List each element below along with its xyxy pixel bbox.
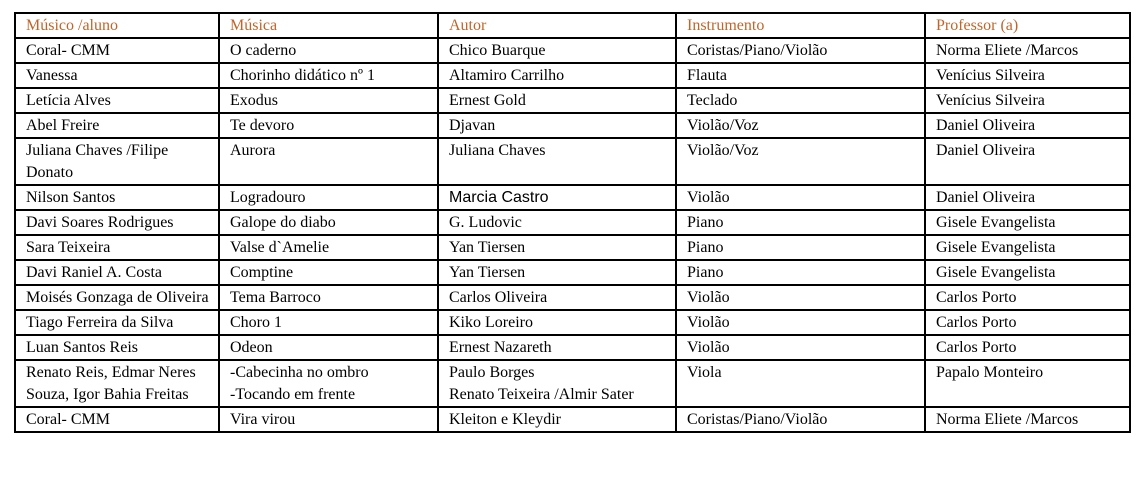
cell-professor: Carlos Porto	[925, 310, 1130, 335]
table-row	[15, 38, 1130, 63]
cell-autor: Altamiro Carrilho	[438, 63, 676, 88]
cell-autor: Kiko Loreiro	[438, 310, 676, 335]
cell-professor: Norma Eliete /Marcos	[925, 407, 1130, 432]
cell-autor: Ernest Gold	[438, 88, 676, 113]
cell-musica: Choro 1	[219, 310, 438, 335]
cell-autor: Yan Tiersen	[438, 260, 676, 285]
cell-musico: Davi Soares Rodrigues	[15, 210, 219, 235]
cell-musica: Tema Barroco	[219, 285, 438, 310]
cell-musico: Juliana Chaves /Filipe Donato	[15, 138, 219, 185]
cell-autor: Chico Buarque	[438, 38, 676, 63]
cell-musico: Coral- CMM	[15, 407, 219, 432]
cell-musico: Davi Raniel A. Costa	[15, 260, 219, 285]
header-musico-aluno: Músico /aluno	[15, 13, 219, 38]
cell-musica: Odeon	[219, 335, 438, 360]
cell-professor: Gisele Evangelista	[925, 260, 1130, 285]
cell-instrumento: Piano	[676, 235, 925, 260]
cell-professor: Daniel Oliveira	[925, 138, 1130, 185]
table-row	[15, 138, 1130, 185]
cell-musica: Valse d`Amelie	[219, 235, 438, 260]
table-row	[15, 310, 1130, 335]
table-row	[15, 235, 1130, 260]
cell-musico: Renato Reis, Edmar Neres Souza, Igor Bahia Freitas	[15, 360, 219, 407]
table-row	[15, 360, 1130, 407]
header-musica: Música	[219, 13, 438, 38]
table-row	[15, 335, 1130, 360]
cell-musica: Exodus	[219, 88, 438, 113]
cell-instrumento: Violão	[676, 335, 925, 360]
cell-musico: Vanessa	[15, 63, 219, 88]
cell-professor: Venícius Silveira	[925, 88, 1130, 113]
cell-instrumento: Violão/Voz	[676, 138, 925, 185]
cell-professor: Papalo Monteiro	[925, 360, 1130, 407]
cell-instrumento: Violão	[676, 310, 925, 335]
cell-instrumento: Piano	[676, 260, 925, 285]
cell-musico: Tiago Ferreira da Silva	[15, 310, 219, 335]
cell-musica: Logradouro	[219, 185, 438, 210]
cell-musica: Comptine	[219, 260, 438, 285]
header-row	[15, 13, 1130, 38]
table-row	[15, 210, 1130, 235]
cell-musica: Te devoro	[219, 113, 438, 138]
cell-instrumento: Violão	[676, 285, 925, 310]
cell-autor: Ernest Nazareth	[438, 335, 676, 360]
program-table	[14, 12, 1131, 433]
cell-musica: Galope do diabo	[219, 210, 438, 235]
cell-professor: Norma Eliete /Marcos	[925, 38, 1130, 63]
cell-professor: Daniel Oliveira	[925, 113, 1130, 138]
cell-instrumento: Viola	[676, 360, 925, 407]
cell-professor: Gisele Evangelista	[925, 210, 1130, 235]
cell-musica: Vira virou	[219, 407, 438, 432]
table-row	[15, 285, 1130, 310]
cell-musica: Chorinho didático nº 1	[219, 63, 438, 88]
cell-instrumento: Violão/Voz	[676, 113, 925, 138]
cell-autor	[438, 185, 676, 210]
cell-musico: Sara Teixeira	[15, 235, 219, 260]
cell-instrumento: Teclado	[676, 88, 925, 113]
cell-autor: Paulo Borges Renato Teixeira /Almir Sater	[438, 360, 676, 407]
table-row	[15, 407, 1130, 432]
table-row	[15, 88, 1130, 113]
cell-instrumento: Piano	[676, 210, 925, 235]
cell-professor: Carlos Porto	[925, 285, 1130, 310]
cell-professor: Gisele Evangelista	[925, 235, 1130, 260]
cell-musica: O caderno	[219, 38, 438, 63]
cell-musico: Abel Freire	[15, 113, 219, 138]
cell-musico: Letícia Alves	[15, 88, 219, 113]
cell-autor: Carlos Oliveira	[438, 285, 676, 310]
cell-autor: Kleiton e Kleydir	[438, 407, 676, 432]
cell-musica: -Cabecinha no ombro -Tocando em frente	[219, 360, 438, 407]
table-row	[15, 185, 1130, 210]
cell-instrumento: Violão	[676, 185, 925, 210]
table-row	[15, 63, 1130, 88]
cell-autor: G. Ludovic	[438, 210, 676, 235]
header-instrumento: Instrumento	[676, 13, 925, 38]
header-autor: Autor	[438, 13, 676, 38]
header-professor: Professor (a)	[925, 13, 1130, 38]
cell-autor: Djavan	[438, 113, 676, 138]
cell-professor: Daniel Oliveira	[925, 185, 1130, 210]
cell-autor-text: Marcia Castro	[449, 189, 549, 206]
cell-musico: Coral- CMM	[15, 38, 219, 63]
cell-musica: Aurora	[219, 138, 438, 185]
cell-autor: Yan Tiersen	[438, 235, 676, 260]
table-row	[15, 260, 1130, 285]
cell-instrumento: Flauta	[676, 63, 925, 88]
cell-musico: Luan Santos Reis	[15, 335, 219, 360]
table-row	[15, 113, 1130, 138]
cell-autor: Juliana Chaves	[438, 138, 676, 185]
cell-musico: Nilson Santos	[15, 185, 219, 210]
cell-professor: Carlos Porto	[925, 335, 1130, 360]
cell-professor: Venícius Silveira	[925, 63, 1130, 88]
cell-instrumento: Coristas/Piano/Violão	[676, 407, 925, 432]
cell-instrumento: Coristas/Piano/Violão	[676, 38, 925, 63]
cell-musico: Moisés Gonzaga de Oliveira	[15, 285, 219, 310]
